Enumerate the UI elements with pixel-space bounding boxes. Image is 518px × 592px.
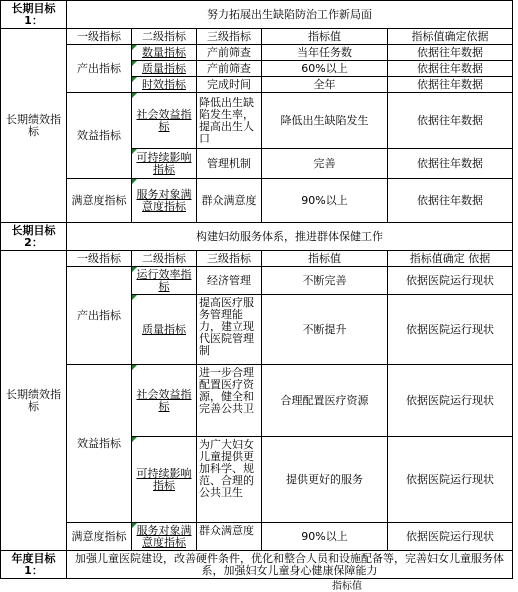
long-term-indicators-label-1: 长期绩效指标: [1, 29, 67, 223]
basis-cell: 依据医院运行现状: [388, 267, 513, 295]
long-term-goal-2-text: 构建妇幼服务体系，推进群体保健工作: [67, 223, 513, 251]
basis-cell: 依据往年数据: [388, 77, 513, 93]
header-level3: 三级指标: [197, 251, 262, 267]
basis-cell: 依据医院运行现状: [388, 365, 513, 437]
l3-cell: 进一步合理配置医疗资源，健全和完善公共卫: [197, 365, 262, 437]
l2-quality: 质量指标: [132, 61, 197, 77]
basis-cell: 依据往年数据: [388, 179, 513, 223]
header-level3: 三级指标: [197, 29, 262, 45]
l3-cell: 为广大妇女儿童提供更加科学、规范、合理的公共卫生: [197, 437, 262, 523]
long-term-goal-1-label: 长期目标1：: [1, 1, 67, 29]
l3-cell: 经济管理: [197, 267, 262, 295]
l2-quality: 质量指标: [132, 295, 197, 365]
l2-timeliness: 时效指标: [132, 77, 197, 93]
header-level1: 一级指标: [67, 29, 132, 45]
basis-cell: 依据医院运行现状: [388, 437, 513, 523]
header-level2: 二级指标: [132, 29, 197, 45]
l2-sustainable: 可持续影响指标: [132, 149, 197, 179]
l2-social-benefit: 社会效益指标: [132, 93, 197, 149]
l3-cell: 管理机制: [197, 149, 262, 179]
long-term-indicators-label-2: 长期绩效指标: [1, 251, 67, 551]
l2-social-benefit: 社会效益指标: [132, 365, 197, 437]
header-level2: 二级指标: [132, 251, 197, 267]
l1-benefit: 效益指标: [67, 93, 132, 179]
l1-satisfaction: 满意度指标: [67, 523, 132, 551]
long-term-goal-1-text: 努力拓展出生缺陷防治工作新局面: [67, 1, 513, 29]
long-term-goal-2-label: 长期目标2：: [1, 223, 67, 251]
value-cell: 当年任务数: [262, 45, 388, 61]
l2-quantity: 数量指标: [132, 45, 197, 61]
value-cell: 合理配置医疗资源: [262, 365, 388, 437]
l3-cell: 降低出生缺陷发生率，提高出生人口: [197, 93, 262, 149]
l1-output: 产出指标: [67, 267, 132, 365]
l2-sustainable: 可持续影响指标: [132, 437, 197, 523]
basis-cell: 依据医院运行现状: [388, 523, 513, 551]
l2-satisfaction: 服务对象满意度指标: [132, 179, 197, 223]
basis-cell: 依据往年数据: [388, 45, 513, 61]
basis-cell: 依据往年数据: [388, 149, 513, 179]
l3-cell: 产前筛查: [197, 61, 262, 77]
l1-satisfaction: 满意度指标: [67, 179, 132, 223]
l3-cell: 群众满意度: [197, 179, 262, 223]
value-cell: 降低出生缺陷发生: [262, 93, 388, 149]
header-basis: 指标值确定 依据: [388, 251, 513, 267]
annual-goal-1-label: 年度目标1：: [1, 551, 67, 579]
l1-benefit: 效益指标: [67, 365, 132, 523]
l3-cell: 群众满意度: [197, 523, 262, 551]
l2-efficiency: 运行效率指标: [132, 267, 197, 295]
header-basis: 指标值确定依据: [388, 29, 513, 45]
value-cell: 60%以上: [262, 61, 388, 77]
basis-cell: 依据往年数据: [388, 61, 513, 77]
value-cell: 不断完善: [262, 267, 388, 295]
l3-cell: 提高医疗服务管理能力，建立现代医院管理制: [197, 295, 262, 365]
l3-cell: 完成时间: [197, 77, 262, 93]
annual-goal-1-text: 加强儿童医院建设，改善硬件条件，优化和整合人员和设施配备等，完善妇女儿童服务体系，加强妇女儿童身心健康保障能力: [67, 551, 513, 579]
partial-header-value: 指标值: [332, 581, 362, 592]
value-cell: 提供更好的服务: [262, 437, 388, 523]
value-cell: 完善: [262, 149, 388, 179]
l1-output: 产出指标: [67, 45, 132, 93]
basis-cell: 依据往年数据: [388, 93, 513, 149]
l2-satisfaction: 服务对象满意度指标: [132, 523, 197, 551]
header-value: 指标值: [262, 29, 388, 45]
header-value: 指标值: [262, 251, 388, 267]
header-level1: 一级指标: [67, 251, 132, 267]
value-cell: 全年: [262, 77, 388, 93]
basis-cell: 依据医院运行现状: [388, 295, 513, 365]
value-cell: 不断提升: [262, 295, 388, 365]
value-cell: 90%以上: [262, 523, 388, 551]
value-cell: 90%以上: [262, 179, 388, 223]
l3-cell: 产前筛查: [197, 45, 262, 61]
